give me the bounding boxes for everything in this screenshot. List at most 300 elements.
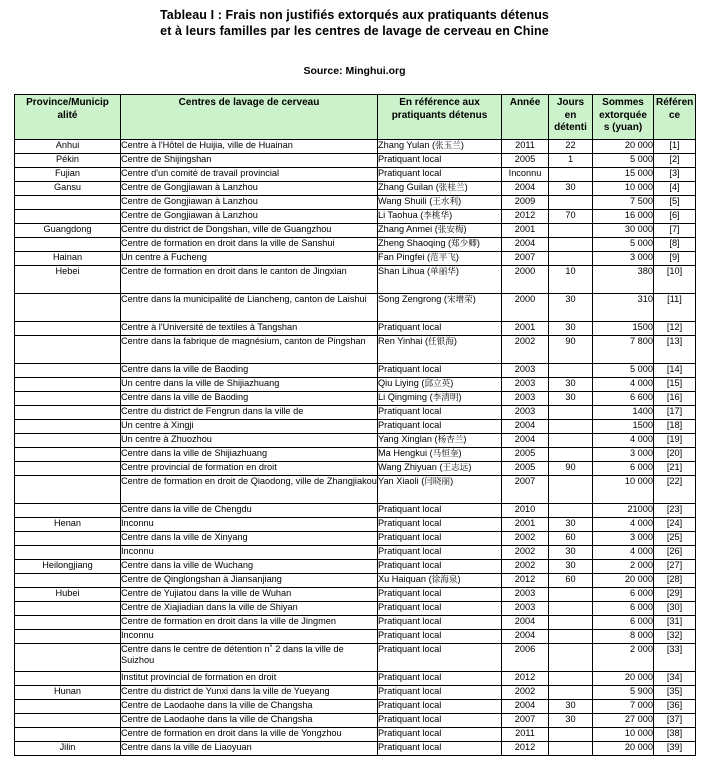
reference-number-cell: [8] — [654, 238, 696, 252]
detainee-cell: Zhang Anmei (张安梅) — [378, 224, 502, 238]
year-cell: 2003 — [502, 588, 549, 602]
column-header-jours — [549, 95, 593, 140]
province-cell — [15, 392, 121, 406]
table-row — [15, 616, 696, 630]
centre-cell: Centre du district de Fengrun dans la ville de — [121, 406, 378, 420]
reference-number-cell: [33] — [654, 644, 696, 672]
reference-number-cell: [15] — [654, 378, 696, 392]
days-cell — [549, 238, 593, 252]
amount-cell: 30 000 — [593, 224, 654, 238]
amount-cell: 3 000 — [593, 448, 654, 462]
table-row — [15, 476, 696, 504]
reference-number-cell: [10] — [654, 266, 696, 294]
province-cell — [15, 434, 121, 448]
page-title-line-1: Tableau I : Frais non justifiés extorqués aux pratiquants détenus — [160, 8, 549, 22]
days-cell — [549, 504, 593, 518]
table-header — [15, 95, 696, 140]
table-row — [15, 294, 696, 322]
column-header-province — [15, 95, 121, 140]
province-cell — [15, 406, 121, 420]
days-cell — [549, 406, 593, 420]
centre-cell: Institut provincial de formation en droit — [121, 672, 378, 686]
amount-cell: 16 000 — [593, 210, 654, 224]
province-cell — [15, 462, 121, 476]
centre-cell: Centre de Qinglongshan à Jiansanjiang — [121, 574, 378, 588]
days-cell: 30 — [549, 518, 593, 532]
days-cell — [549, 588, 593, 602]
amount-cell: 1500 — [593, 322, 654, 336]
table-body — [15, 140, 696, 756]
province-cell: Hainan — [15, 252, 121, 266]
days-cell — [549, 420, 593, 434]
year-cell: 2004 — [502, 238, 549, 252]
reference-number-cell: [22] — [654, 476, 696, 504]
column-header-sommes — [593, 95, 654, 140]
detainee-cell: Wang Zhiyuan (王志远) — [378, 462, 502, 476]
centre-cell: Centre dans la ville de Wuchang — [121, 560, 378, 574]
table-row — [15, 560, 696, 574]
reference-number-cell: [12] — [654, 322, 696, 336]
year-cell: 2003 — [502, 406, 549, 420]
detainee-cell: Pratiquant local — [378, 700, 502, 714]
centre-cell: Un centre à Zhuozhou — [121, 434, 378, 448]
province-cell: Gansu — [15, 182, 121, 196]
days-cell: 30 — [549, 378, 593, 392]
amount-cell: 20 000 — [593, 672, 654, 686]
year-cell: 2007 — [502, 714, 549, 728]
province-cell — [15, 196, 121, 210]
centre-cell: Inconnu — [121, 630, 378, 644]
days-cell: 30 — [549, 322, 593, 336]
reference-number-cell: [3] — [654, 168, 696, 182]
year-cell: 2000 — [502, 266, 549, 294]
province-cell — [15, 420, 121, 434]
detainee-cell: Ma Hengkui (马恒奎) — [378, 448, 502, 462]
centre-cell: Centre dans la ville de Shijiazhuang — [121, 448, 378, 462]
centre-cell: Centre dans la ville de Baoding — [121, 392, 378, 406]
table-row — [15, 700, 696, 714]
province-cell: Hunan — [15, 686, 121, 700]
reference-number-cell: [27] — [654, 560, 696, 574]
amount-cell: 4 000 — [593, 546, 654, 560]
province-cell — [15, 448, 121, 462]
detainee-cell: Shan Lihua (单丽华) — [378, 266, 502, 294]
year-cell: 2012 — [502, 672, 549, 686]
table-row — [15, 504, 696, 518]
reference-number-cell: [38] — [654, 728, 696, 742]
table-row — [15, 714, 696, 728]
column-header-centres-line-1: Centres de lavage de cerveau — [178, 97, 320, 108]
table-row — [15, 686, 696, 700]
days-cell — [549, 672, 593, 686]
reference-number-cell: [28] — [654, 574, 696, 588]
centre-cell: Centre dans la ville de Liaoyuan — [121, 742, 378, 756]
province-cell: Heilongjiang — [15, 560, 121, 574]
centre-cell: Centre dans la ville de Chengdu — [121, 504, 378, 518]
table-row — [15, 224, 696, 238]
province-cell — [15, 546, 121, 560]
detainee-cell: Pratiquant local — [378, 406, 502, 420]
centre-cell: Centre de Gongjiawan à Lanzhou — [121, 182, 378, 196]
province-cell — [15, 616, 121, 630]
table-row — [15, 434, 696, 448]
table-row — [15, 420, 696, 434]
detainee-cell: Yang Xinglan (杨杏兰) — [378, 434, 502, 448]
province-cell — [15, 322, 121, 336]
year-cell: 2002 — [502, 560, 549, 574]
days-cell — [549, 602, 593, 616]
detainee-cell: Pratiquant local — [378, 322, 502, 336]
days-cell: 30 — [549, 560, 593, 574]
detainee-cell: Ren Yinhai (任银海) — [378, 336, 502, 364]
centre-cell: Centre du district de Dongshan, ville de Guangzhou — [121, 224, 378, 238]
reference-number-cell: [39] — [654, 742, 696, 756]
days-cell — [549, 448, 593, 462]
detainee-cell: Fan Pingfei (范平飞) — [378, 252, 502, 266]
centre-cell: Centre de formation en droit dans la ville de Jingmen — [121, 616, 378, 630]
year-cell: 2006 — [502, 644, 549, 672]
amount-cell: 3 000 — [593, 532, 654, 546]
reference-number-cell: [21] — [654, 462, 696, 476]
amount-cell: 15 000 — [593, 168, 654, 182]
column-header-jours-line-3: détenti — [554, 122, 587, 134]
province-cell — [15, 504, 121, 518]
year-cell: 2000 — [502, 294, 549, 322]
reference-number-cell: [14] — [654, 364, 696, 378]
detainee-cell: Pratiquant local — [378, 714, 502, 728]
days-cell — [549, 686, 593, 700]
year-cell: 2004 — [502, 616, 549, 630]
centre-cell: Centre à l'Université de textiles à Tangshan — [121, 322, 378, 336]
year-cell: 2004 — [502, 420, 549, 434]
reference-number-cell: [37] — [654, 714, 696, 728]
year-cell: 2004 — [502, 630, 549, 644]
reference-number-cell: [23] — [654, 504, 696, 518]
reference-number-cell: [5] — [654, 196, 696, 210]
year-cell: 2012 — [502, 742, 549, 756]
year-cell: 2001 — [502, 518, 549, 532]
table-row — [15, 574, 696, 588]
days-cell — [549, 196, 593, 210]
province-cell: Hebei — [15, 266, 121, 294]
year-cell: 2004 — [502, 434, 549, 448]
source-attribution: Source: Minghui.org — [303, 65, 406, 77]
province-cell — [15, 644, 121, 672]
centre-cell: Inconnu — [121, 546, 378, 560]
province-cell: Hubei — [15, 588, 121, 602]
column-header-jours-line-2: en — [564, 109, 577, 121]
column-header-province-line-2: alité — [57, 109, 78, 121]
page-title — [14, 0, 695, 39]
amount-cell: 7 000 — [593, 700, 654, 714]
days-cell: 90 — [549, 462, 593, 476]
table-row — [15, 266, 696, 294]
centre-cell: Centre du district de Yunxi dans la ville de Yueyang — [121, 686, 378, 700]
column-header-sommes-line-3: s (yuan) — [603, 122, 643, 134]
year-cell: 2012 — [502, 210, 549, 224]
table-row — [15, 742, 696, 756]
reference-number-cell: [1] — [654, 140, 696, 154]
days-cell — [549, 742, 593, 756]
table-row — [15, 252, 696, 266]
reference-number-cell: [30] — [654, 602, 696, 616]
reference-number-cell: [24] — [654, 518, 696, 532]
table-row — [15, 532, 696, 546]
amount-cell: 6 000 — [593, 602, 654, 616]
column-header-reference-number — [654, 95, 696, 140]
amount-cell: 380 — [593, 266, 654, 294]
centre-cell: Centre de formation en droit dans la ville de Sanshui — [121, 238, 378, 252]
province-cell — [15, 672, 121, 686]
days-cell: 60 — [549, 574, 593, 588]
reference-number-cell: [6] — [654, 210, 696, 224]
detainee-cell: Li Taohua (李桃华) — [378, 210, 502, 224]
reference-number-cell: [29] — [654, 588, 696, 602]
year-cell: 2005 — [502, 448, 549, 462]
province-cell: Anhui — [15, 140, 121, 154]
column-header-reference — [378, 95, 502, 140]
table-row — [15, 182, 696, 196]
year-cell: 2010 — [502, 504, 549, 518]
table-row — [15, 546, 696, 560]
amount-cell: 5 000 — [593, 238, 654, 252]
detainee-cell: Zhang Yulan (张玉兰) — [378, 140, 502, 154]
detainee-cell: Pratiquant local — [378, 420, 502, 434]
detainee-cell: Pratiquant local — [378, 154, 502, 168]
days-cell: 70 — [549, 210, 593, 224]
year-cell: 2002 — [502, 532, 549, 546]
centre-cell: Centre dans la fabrique de magnésium, canton de Pingshan — [121, 336, 378, 364]
amount-cell: 6 600 — [593, 392, 654, 406]
reference-number-cell: [18] — [654, 420, 696, 434]
table-row — [15, 518, 696, 532]
detainee-cell: Qiu Liying (邱立英) — [378, 378, 502, 392]
year-cell: 2003 — [502, 392, 549, 406]
detainee-cell: Pratiquant local — [378, 616, 502, 630]
days-cell: 60 — [549, 532, 593, 546]
table-row — [15, 196, 696, 210]
province-cell — [15, 602, 121, 616]
table-row — [15, 238, 696, 252]
reference-number-cell: [17] — [654, 406, 696, 420]
amount-cell: 1400 — [593, 406, 654, 420]
days-cell — [549, 224, 593, 238]
table-row — [15, 672, 696, 686]
column-header-jours-line-1: Jours — [556, 97, 585, 108]
province-cell — [15, 364, 121, 378]
reference-number-cell: [11] — [654, 294, 696, 322]
days-cell: 30 — [549, 392, 593, 406]
table-row — [15, 728, 696, 742]
table-row — [15, 392, 696, 406]
detainee-cell: Zheng Shaoqing (郑少卿) — [378, 238, 502, 252]
year-cell: 2003 — [502, 378, 549, 392]
days-cell: 30 — [549, 294, 593, 322]
table-row — [15, 322, 696, 336]
table-row — [15, 378, 696, 392]
column-header-sommes-line-2: extorquée — [599, 109, 647, 121]
detainee-cell: Pratiquant local — [378, 168, 502, 182]
amount-cell: 2 000 — [593, 644, 654, 672]
detainee-cell: Pratiquant local — [378, 728, 502, 742]
centre-cell: Centre de Gongjiawan à Lanzhou — [121, 210, 378, 224]
days-cell: 30 — [549, 182, 593, 196]
days-cell — [549, 630, 593, 644]
amount-cell: 4 000 — [593, 434, 654, 448]
province-cell — [15, 714, 121, 728]
reference-number-cell: [13] — [654, 336, 696, 364]
amount-cell: 27 000 — [593, 714, 654, 728]
column-header-annee — [502, 95, 549, 140]
reference-number-cell: [25] — [654, 532, 696, 546]
reference-number-cell: [19] — [654, 434, 696, 448]
province-cell — [15, 336, 121, 364]
detainee-cell: Li Qingming (李清明) — [378, 392, 502, 406]
centre-cell: Centre à l'Hôtel de Huijia, ville de Huainan — [121, 140, 378, 154]
reference-number-cell: [26] — [654, 546, 696, 560]
year-cell: 2003 — [502, 364, 549, 378]
days-cell: 10 — [549, 266, 593, 294]
amount-cell: 8 000 — [593, 630, 654, 644]
province-cell — [15, 210, 121, 224]
detainee-cell: Pratiquant local — [378, 672, 502, 686]
detainee-cell: Xu Haiquan (徐海泉) — [378, 574, 502, 588]
province-cell — [15, 532, 121, 546]
year-cell: 2009 — [502, 196, 549, 210]
centre-cell: Centre de formation en droit de Qiaodong, ville de Zhangjiakou — [121, 476, 378, 504]
year-cell: 2012 — [502, 574, 549, 588]
province-cell — [15, 238, 121, 252]
year-cell: Inconnu — [502, 168, 549, 182]
year-cell: 2002 — [502, 336, 549, 364]
province-cell: Pékin — [15, 154, 121, 168]
amount-cell: 5 900 — [593, 686, 654, 700]
year-cell: 2011 — [502, 140, 549, 154]
year-cell: 2002 — [502, 686, 549, 700]
amount-cell: 20 000 — [593, 140, 654, 154]
reference-number-cell: [31] — [654, 616, 696, 630]
table-row — [15, 630, 696, 644]
table-row — [15, 448, 696, 462]
amount-cell: 5 000 — [593, 154, 654, 168]
amount-cell: 7 500 — [593, 196, 654, 210]
amount-cell: 1500 — [593, 420, 654, 434]
reference-number-cell: [20] — [654, 448, 696, 462]
centre-cell: Centre de Xiajiadian dans la ville de Shiyan — [121, 602, 378, 616]
column-header-annee-line-1: Année — [509, 97, 541, 108]
centre-cell: Centre d'un comité de travail provincial — [121, 168, 378, 182]
amount-cell: 20 000 — [593, 742, 654, 756]
year-cell: 2004 — [502, 700, 549, 714]
detainee-cell: Pratiquant local — [378, 504, 502, 518]
amount-cell: 2 000 — [593, 560, 654, 574]
centre-cell: Un centre à Fucheng — [121, 252, 378, 266]
amount-cell: 20 000 — [593, 574, 654, 588]
province-cell — [15, 728, 121, 742]
days-cell — [549, 616, 593, 630]
table-row — [15, 168, 696, 182]
amount-cell: 21000 — [593, 504, 654, 518]
centre-cell: Centre de Shijingshan — [121, 154, 378, 168]
amount-cell: 310 — [593, 294, 654, 322]
year-cell: 2007 — [502, 476, 549, 504]
days-cell — [549, 168, 593, 182]
centre-cell: Centre de Laodaohe dans la ville de Changsha — [121, 714, 378, 728]
reference-number-cell: [2] — [654, 154, 696, 168]
centre-cell: Centre de formation en droit dans le canton de Jingxian — [121, 266, 378, 294]
amount-cell: 4 000 — [593, 378, 654, 392]
centre-cell: Centre de Gongjiawan à Lanzhou — [121, 196, 378, 210]
province-cell: Guangdong — [15, 224, 121, 238]
province-cell — [15, 574, 121, 588]
centre-cell: Centre dans la municipalité de Liancheng, canton de Laishui — [121, 294, 378, 322]
centre-cell: Un centre à Xingji — [121, 420, 378, 434]
column-header-province-line-1: Province/Municip — [26, 97, 109, 108]
table-row — [15, 140, 696, 154]
table-row — [15, 406, 696, 420]
table-row — [15, 462, 696, 476]
days-cell: 90 — [549, 336, 593, 364]
days-cell: 30 — [549, 546, 593, 560]
extortion-fees-table — [14, 94, 696, 756]
column-header-reference-line-1: En référence aux — [399, 97, 480, 108]
column-header-ref-line-2: ce — [668, 109, 681, 121]
days-cell — [549, 252, 593, 266]
column-header-sommes-line-1: Sommes — [602, 97, 644, 108]
reference-number-cell: [34] — [654, 672, 696, 686]
column-header-ref-line-1: Référen — [656, 97, 694, 108]
amount-cell: 6 000 — [593, 616, 654, 630]
detainee-cell: Pratiquant local — [378, 546, 502, 560]
centre-cell: Inconnu — [121, 518, 378, 532]
amount-cell: 10 000 — [593, 182, 654, 196]
days-cell: 30 — [549, 700, 593, 714]
reference-number-cell: [16] — [654, 392, 696, 406]
amount-cell: 10 000 — [593, 476, 654, 504]
detainee-cell: Pratiquant local — [378, 630, 502, 644]
amount-cell: 6 000 — [593, 588, 654, 602]
table-row — [15, 154, 696, 168]
column-header-reference-line-2: pratiquants détenus — [391, 109, 488, 121]
detainee-cell: Song Zengrong (宋增荣) — [378, 294, 502, 322]
detainee-cell: Wang Shuili (王水利) — [378, 196, 502, 210]
centre-cell: Centre provincial de formation en droit — [121, 462, 378, 476]
reference-number-cell: [9] — [654, 252, 696, 266]
table-row — [15, 210, 696, 224]
days-cell — [549, 434, 593, 448]
table-row — [15, 588, 696, 602]
province-cell: Fujian — [15, 168, 121, 182]
days-cell — [549, 364, 593, 378]
table-row — [15, 364, 696, 378]
province-cell: Jilin — [15, 742, 121, 756]
reference-number-cell: [7] — [654, 224, 696, 238]
table-row — [15, 336, 696, 364]
column-header-centres — [121, 95, 378, 140]
province-cell — [15, 630, 121, 644]
year-cell: 2001 — [502, 322, 549, 336]
detainee-cell: Zhang Guilan (张桂兰) — [378, 182, 502, 196]
province-cell — [15, 294, 121, 322]
detainee-cell: Pratiquant local — [378, 686, 502, 700]
reference-number-cell: [35] — [654, 686, 696, 700]
amount-cell: 6 000 — [593, 462, 654, 476]
days-cell: 22 — [549, 140, 593, 154]
year-cell: 2005 — [502, 154, 549, 168]
reference-number-cell: [36] — [654, 700, 696, 714]
detainee-cell: Pratiquant local — [378, 588, 502, 602]
centre-cell: Centre dans la ville de Xinyang — [121, 532, 378, 546]
